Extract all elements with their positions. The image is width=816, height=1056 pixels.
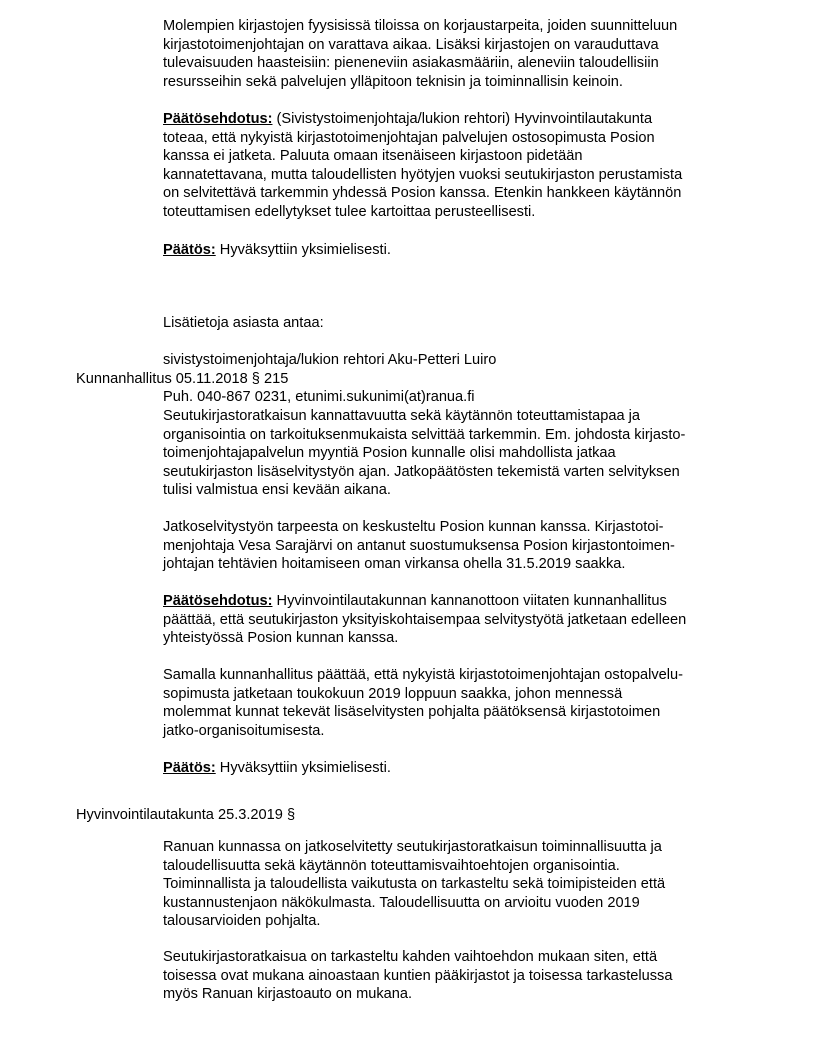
proposal-text: Hyvinvointilautakunnan kannanottoon viitaten kunnanhallitus päättää, että seutukirjaston yksityiskohtaisempaa selvitystyötä jatketaan edelleen yhteistyössä Posion kunnan kanssa. [163, 593, 687, 647]
decision-proposal-1 [163, 110, 753, 222]
decision-kh [163, 759, 753, 778]
paragraph-intro: Molempien kirjastojen fyysisissä tiloissa on korjaustarpeita, joiden suunnitteluun kirjastotoimenjohtajan on varattava aikaa. Lisäksi kirjastojen on varauduttava tulevaisuuden haasteisiin: pieneneviin asiakasmääriin, aleneviin taloudellisiin resursseihin sekä palvelujen ylläpitoon teknisin ja toiminnallisin keinoin. [163, 18, 678, 90]
decision-proposal-kh [163, 592, 753, 648]
decision-label: Päätös: [163, 760, 216, 776]
proposal-label: Päätösehdotus: [163, 593, 273, 609]
contact-info [163, 295, 753, 425]
contact-person: sivistystoimenjohtaja/lukion rehtori Aku-Petteri Luiro [163, 351, 497, 368]
paragraph-kh-3: Samalla kunnanhallitus päättää, että nykyistä kirjastotoimenjohtajan ostopalvelu- sopimusta jatketaan toukokuun 2019 loppuun saakka, johon mennessä molemmat kunnat tekevät lisäselvitysten pohjalta päätöksensä kirjastotoimen jatko-organisoitumisesta. [163, 667, 684, 739]
proposal-text: (Sivistystoimenjohtaja/lukion rehtori) Hyvinvointilautakunta toteaa, että nykyistä kirjastotoimenjohtajan palvelujen ostosopimusta Posion kanssa ei jatketa. Paluuta omaan itsenäiseen kirjastoon pidetään kannatettavana, mutta taloudellisten hyötyjen vuoksi seutukirjaston perustamista on selvitettävä tarkemmin yhdessä Posion kanssa. Etenkin hankkeen käytännön toteuttamisen edellytykset tulee kartoittaa perusteellisesti. [163, 111, 683, 220]
contact-title: Lisätietoja asiasta antaa: [163, 314, 324, 331]
section-heading-kunnanhallitus: Kunnanhallitus 05.11.2018 § 215 [76, 371, 289, 387]
paragraph-kh-2: Jatkoselvitystyön tarpeesta on keskusteltu Posion kunnan kanssa. Kirjastotoi- menjohtaja Vesa Sarajärvi on antanut suostumuksensa Posion kirjastontoimen- johtajan tehtävien hoitamiseen oman virkansa ohella 31.5.2019 saakka. [163, 519, 675, 573]
decision-text: Hyväksyttiin yksimielisesti. [215, 242, 391, 258]
proposal-label: Päätösehdotus: [163, 111, 273, 127]
section-heading-hyvinvointilautakunta: Hyvinvointilautakunta 25.3.2019 § [76, 807, 296, 823]
paragraph-hv-1: Ranuan kunnassa on jatkoselvitetty seutukirjastoratkaisun toiminnallisuutta ja taloudellisuutta sekä käytännön toteuttamisvaihtoehtojen organisointia. Toiminnallista ja taloudellista vaikutusta on tarkasteltu sekä toimipisteiden että kustannustenjaon näkökulmasta. Taloudellisuutta on arvioitu vuoden 2019 talousarvioiden pohjalta. [163, 839, 666, 930]
contact-phone: Puh. 040-867 0231, etunimi.sukunimi(at)ranua.fi [163, 388, 475, 405]
decision-text: Hyväksyttiin yksimielisesti. [215, 760, 391, 776]
paragraph-kh-1: Seutukirjastoratkaisun kannattavuutta sekä käytännön toteuttamistapaa ja organisointia on tarkoituksenmukaista selvittää tarkemmin. Em. johdosta kirjasto- toimenjohtajapalvelun myyntiä Posion kunnalle olisi mahdollista jatkaa seutukirjaston lisäselvitystyön ajan. Jatkopäätösten tekemistä varten selvityksen tulisi valmistua ensi kevään aikana. [163, 408, 686, 499]
decision-label: Päätös: [163, 242, 216, 258]
decision-1 [163, 241, 753, 260]
paragraph-hv-2: Seutukirjastoratkaisua on tarkasteltu kahden vaihtoehdon mukaan siten, että toisessa ovat mukana ainoastaan kuntien pääkirjastot ja toisessa tarkastelussa myös Ranuan kirjastoauto on mukana. [163, 949, 673, 1003]
